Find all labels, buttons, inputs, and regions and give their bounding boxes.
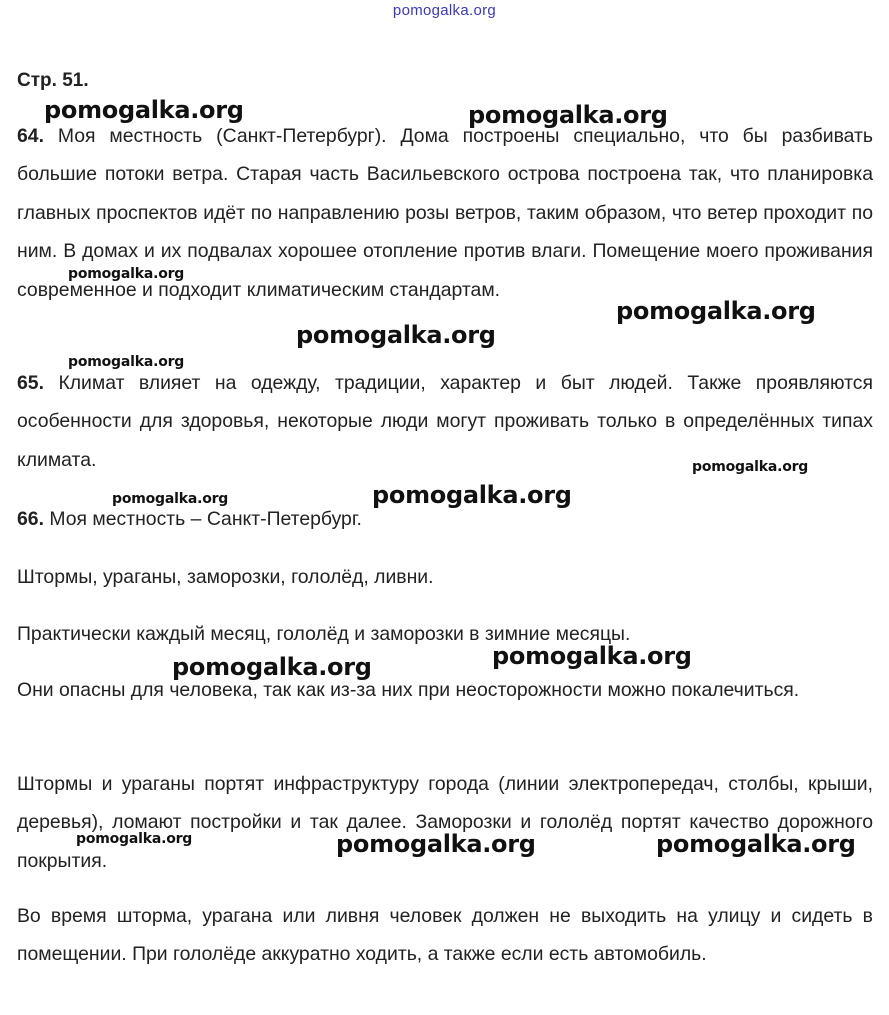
answer-65-text: Климат влияет на одежду, традиции, характер и быт людей. Также проявляются особенности для здоровья, некоторые люди могут проживать только в определённых типах климата.	[17, 372, 873, 471]
page-reference: Стр. 51.	[17, 70, 89, 91]
answer-66-item: Они опасны для человека, так как из-за них при неосторожности можно покалечиться.	[17, 679, 800, 701]
question-number-66: 66.	[17, 508, 44, 530]
answer-66-item: Штормы и ураганы портят инфраструктуру города (линии электропередач, столбы, крыши, деревья), ломают постройки и так далее. Заморозки и гололёд портят качество дорожного покрытия.	[17, 773, 873, 872]
watermark: pomogalka.org	[296, 321, 496, 349]
watermark: pomogalka.org	[468, 101, 668, 129]
question-number-65: 65.	[17, 372, 44, 394]
answer-66-item: Штормы, ураганы, заморозки, гололёд, ливни.	[17, 566, 434, 588]
watermark: pomogalka.org	[112, 491, 229, 507]
watermark: pomogalka.org	[692, 459, 809, 475]
question-number-64: 64.	[17, 125, 44, 147]
watermark: pomogalka.org	[492, 642, 692, 670]
answer-66-item: Во время шторма, урагана или ливня человек должен не выходить на улицу и сидеть в помещении. При гололёде аккуратно ходить, а также если есть автомобиль.	[17, 905, 873, 966]
watermark: pomogalka.org	[68, 354, 185, 370]
answer-66-item: Практически каждый месяц, гололёд и заморозки в зимние месяцы.	[17, 623, 631, 645]
watermark: pomogalka.org	[76, 831, 193, 847]
watermark: pomogalka.org	[616, 297, 816, 325]
watermark: pomogalka.org	[172, 653, 372, 681]
watermark: pomogalka.org	[372, 481, 572, 509]
site-header-link[interactable]: pomogalka.org	[392, 2, 497, 19]
watermark: pomogalka.org	[336, 830, 536, 858]
watermark: pomogalka.org	[656, 830, 856, 858]
answer-66-intro-text: Моя местность – Санкт-Петербург.	[49, 508, 362, 530]
watermark: pomogalka.org	[44, 96, 244, 124]
watermark: pomogalka.org	[68, 266, 185, 282]
answer-64-text: Моя местность (Санкт-Петербург). Дома построены специально, что бы разбивать большие потоки ветра. Старая часть Васильевского острова построена так, что планировка главных проспектов идёт по направлению розы ветров, таким образом, что ветер проходит по ним. В домах и их подвалах хорошее отопление против влаги. Помещение моего проживания современное и подходит климатическим стандартам.	[17, 125, 873, 301]
